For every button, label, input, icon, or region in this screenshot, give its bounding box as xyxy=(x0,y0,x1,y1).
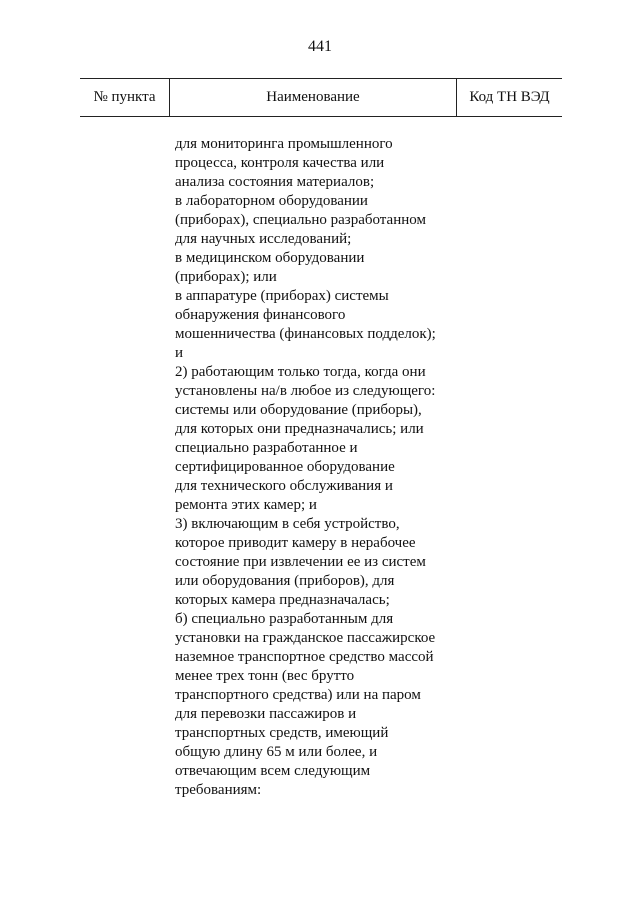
text-line: обнаружения финансового xyxy=(175,307,346,323)
text-line: которых камера предназначалась; xyxy=(175,592,390,608)
text-line: или оборудования (приборов), для xyxy=(175,573,395,589)
text-line: требованиям: xyxy=(175,782,262,798)
text-line: общую длину 65 м или более, и xyxy=(175,744,378,760)
text-line: сертифицированное оборудование xyxy=(175,459,395,475)
text-line: состояние при извлечении ее из систем xyxy=(175,554,426,570)
text-line: транспортного средства) или на паром xyxy=(175,687,421,703)
text-line: процесса, контроля качества или xyxy=(175,155,385,171)
column-header-code: Код ТН ВЭД xyxy=(469,89,550,105)
text-line: и xyxy=(175,345,184,361)
text-line: специально разработанное и xyxy=(175,440,358,456)
text-line: наземное транспортное средство массой xyxy=(175,649,434,665)
text-line: системы или оборудование (приборы), xyxy=(175,402,422,418)
text-line: менее трех тонн (вес брутто xyxy=(175,668,355,684)
text-line: для перевозки пассажиров и xyxy=(175,706,357,722)
text-line: в лабораторном оборудовании xyxy=(175,193,368,209)
text-line: для мониторинга промышленного xyxy=(175,136,393,152)
text-line: 2) работающим только тогда, когда они xyxy=(175,364,426,380)
text-line: для которых они предназначались; или xyxy=(175,421,424,437)
text-line: (приборах); или xyxy=(175,269,277,285)
text-line: 3) включающим в себя устройство, xyxy=(175,516,400,532)
text-line: в медицинском оборудовании xyxy=(175,250,365,266)
text-line: в аппаратуре (приборах) системы xyxy=(175,288,389,304)
text-line: для технического обслуживания и xyxy=(175,478,393,494)
column-header-number: № пункта xyxy=(93,89,156,105)
text-line: ремонта этих камер; и xyxy=(175,497,317,513)
text-line: мошенничества (финансовых подделок); xyxy=(175,326,436,342)
table-header xyxy=(80,78,562,117)
page-number: 441 xyxy=(308,38,332,55)
text-line: транспортных средств, имеющий xyxy=(175,725,389,741)
item-description xyxy=(175,135,475,800)
text-line: отвечающим всем следующим xyxy=(175,763,371,779)
text-line: которое приводит камеру в нерабочее xyxy=(175,535,416,551)
text-line: для научных исследований; xyxy=(175,231,352,247)
text-line: б) специально разработанным для xyxy=(175,611,394,627)
text-line: установлены на/в любое из следующего: xyxy=(175,383,436,399)
text-line: установки на гражданское пассажирское xyxy=(175,630,436,646)
text-line: (приборах), специально разработанном xyxy=(175,212,426,228)
text-line: анализа состояния материалов; xyxy=(175,174,375,190)
column-header-name: Наименование xyxy=(266,89,360,105)
